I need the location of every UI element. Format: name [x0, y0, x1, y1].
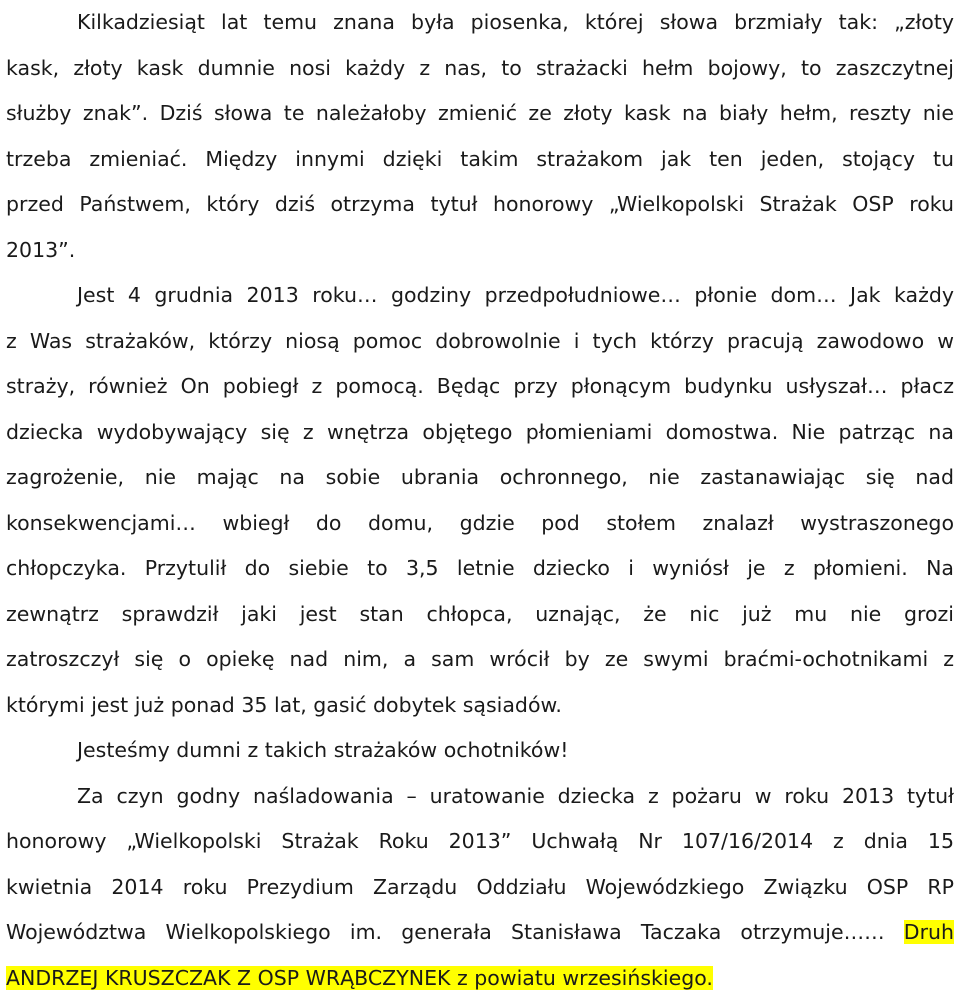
text-line: Za czyn godny naśladowania – uratowanie dziecka z pożaru w roku 2013 tytuł	[6, 774, 954, 820]
text-line: kask, złoty kask dumnie nosi każdy z nas, to strażacki hełm bojowy, to zaszczytnej	[6, 46, 954, 92]
text-line: służby znak”. Dziś słowa te należałoby zmienić ze złoty kask na biały hełm, reszty nie	[6, 91, 954, 137]
highlighted-text: Druh	[904, 920, 954, 944]
text-line	[6, 956, 954, 1001]
text-line-start: Województwa Wielkopolskiego im. generała Stanisława Taczaka otrzymuje……	[6, 920, 885, 944]
text-line: 2013”.	[6, 228, 954, 274]
text-line: Jesteśmy dumni z takich strażaków ochotników!	[6, 728, 954, 774]
text-line: honorowy „Wielkopolski Strażak Roku 2013” Uchwałą Nr 107/16/2014 z dnia 15	[6, 819, 954, 865]
text-line: straży, również On pobiegł z pomocą. Będąc przy płonącym budynku usłyszał… płacz	[6, 364, 954, 410]
text-line: z Was strażaków, którzy niosą pomoc dobrowolnie i tych którzy pracują zawodowo w	[6, 319, 954, 365]
text-line: Jest 4 grudnia 2013 roku… godziny przedpołudniowe… płonie dom… Jak każdy	[6, 273, 954, 319]
text-line: zewnątrz sprawdził jaki jest stan chłopca, uznając, że nic już mu nie grozi	[6, 592, 954, 638]
text-line: kwietnia 2014 roku Prezydium Zarządu Oddziału Wojewódzkiego Związku OSP RP	[6, 865, 954, 911]
text-line: trzeba zmieniać. Między innymi dzięki takim strażakom jak ten jeden, stojący tu	[6, 137, 954, 183]
text-line: chłopczyka. Przytulił do siebie to 3,5 letnie dziecko i wyniósł je z płomieni. Na	[6, 546, 954, 592]
text-line: konsekwencjami… wbiegł do domu, gdzie pod stołem znalazł wystraszonego	[6, 501, 954, 547]
text-line: zagrożenie, nie mając na sobie ubrania ochronnego, nie zastanawiając się nad	[6, 455, 954, 501]
text-line: dziecka wydobywający się z wnętrza objętego płomieniami domostwa. Nie patrząc na	[6, 410, 954, 456]
text-line: Kilkadziesiąt lat temu znana była piosenka, której słowa brzmiały tak: „złoty	[6, 0, 954, 46]
text-line: zatroszczył się o opiekę nad nim, a sam wrócił by ze swymi braćmi-ochotnikami z	[6, 637, 954, 683]
document-body	[6, 0, 954, 1001]
text-line: którymi jest już ponad 35 lat, gasić dobytek sąsiadów.	[6, 683, 954, 729]
highlighted-text: ANDRZEJ KRUSZCZAK Z OSP WRĄBCZYNEK z powiatu wrzesińskiego.	[6, 966, 713, 990]
text-line	[6, 910, 954, 956]
text-line: przed Państwem, który dziś otrzyma tytuł honorowy „Wielkopolski Strażak OSP roku	[6, 182, 954, 228]
